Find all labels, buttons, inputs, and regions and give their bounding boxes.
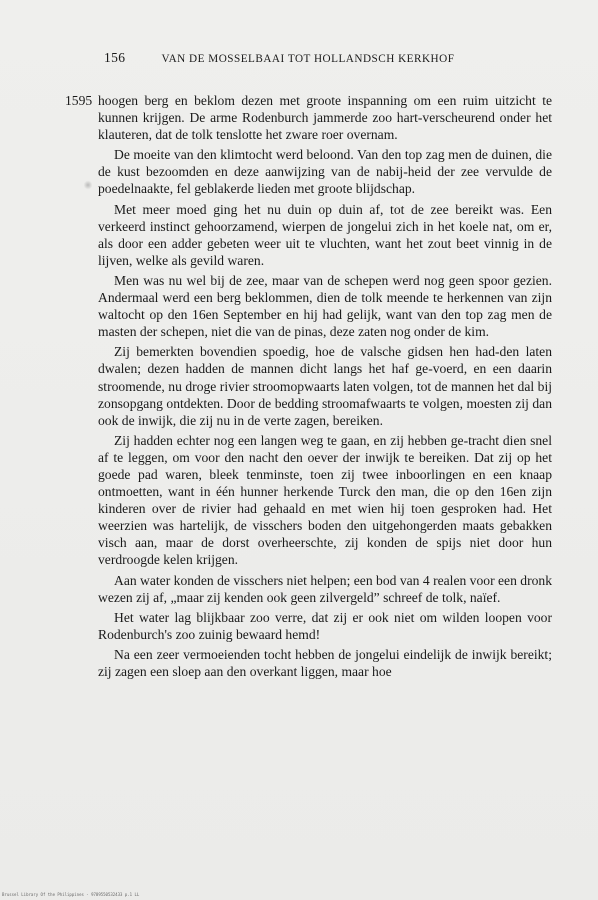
ink-smudge — [84, 180, 92, 190]
paragraph: Aan water konden de visschers niet helpen; een bod van 4 realen voor een dronk wezen zij af, „maar zij kenden ook geen zilvergeld” schreef de tolk, naïef. — [98, 572, 552, 605]
paragraph: Na een zeer vermoeienden tocht hebben de jongelui eindelijk de inwijk bereikt; zij zagen een sloep aan den overkant liggen, maar hoe — [98, 646, 552, 679]
paragraph: Het water lag blijkbaar zoo verre, dat zij er ook niet om wilden loopen voor Rodenburch's zoo zuinig bewaard hemd! — [98, 609, 552, 642]
paragraph: Zij hadden echter nog een langen weg te gaan, en zij hebben ge-tracht dien snel af te leggen, om voor den nacht den oever der inwijk te bereiken. Dat zij op het goede pad waren, bleek tenminste, toen zij twee inboorlingen en een knaap ontmoetten, want in één hunner herkende Turck den man, die op den 16en zijn kinderen over de rivier had gehaald en met wien hij toen gesproken had. Het weerzien was hartelijk, de visschers boden den uitgehongerden maats gebakken visch aan, maar de dorst overheerschte, zij konden de spijs niet door hun verdroogde kelen krijgen. — [98, 432, 552, 568]
body-text — [98, 92, 552, 683]
scan-footer: Brussel Library Of the Philippines - 9789550532433 p.1 LL — [2, 892, 140, 897]
paragraph: De moeite van den klimtocht werd beloond. Van den top zag men de duinen, die de kust bezoomden en deze aanwijzing van de nabij-heid der zee vervulde de poedelnaakte, fel geblakerde lieden met groote blijdschap. — [98, 147, 552, 197]
chapter-title: VAN DE MOSSELBAAI TOT HOLLANDSCH KERKHOF — [161, 53, 455, 65]
running-head — [104, 50, 534, 66]
paragraph: Met meer moed ging het nu duin op duin af, tot de zee bereikt was. Een verkeerd instinct gehoorzamend, wierpen de jongelui zich in het koele nat, om er, als door een adder gebeten weer uit te vluchten, want het zout beet vinnig in de lijven, welke als gevild waren. — [98, 201, 552, 268]
paragraph: hoogen berg en beklom dezen met groote inspanning om een ruim uitzicht te kunnen krijgen. De arme Rodenburch jammerde zoo hart-verscheurend onder het klauteren, dat de tolk tenslotte het zware roer overnam. — [98, 93, 552, 143]
paragraph: Zij bemerkten bovendien spoedig, hoe de valsche gidsen hen had-den laten dwalen; dezen hadden de mannen dicht langs het haf ge-voerd, en een daarin stroomende, nu droge rivier stroomopwaarts laten volgen, tot de mannen het dal bij zonsopgang ontdekten. Door de bedding stroomafwaarts te volgen, moesten zij dan ook de inwijk, die zij nu in de verte zagen, bereiken. — [98, 344, 552, 428]
margin-year: 1595 — [65, 93, 93, 108]
page-number: 156 — [104, 50, 126, 65]
paragraph: Men was nu wel bij de zee, maar van de schepen werd nog geen spoor gezien. Andermaal werd een berg beklommen, dien de tolk meende te herkennen van zijn waltocht op den 16en September en hij had gelijk, want van den top zag men de masten der schepen, niet die van de pinas, deze zaten nog onder de kim. — [98, 272, 552, 340]
